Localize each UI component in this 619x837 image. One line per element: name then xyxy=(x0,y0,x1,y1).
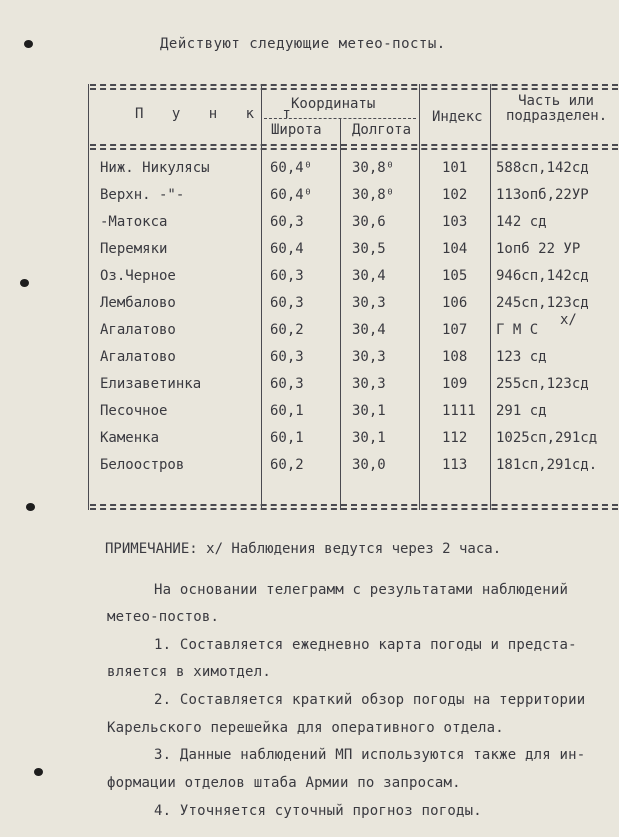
station-name: Перемяки xyxy=(100,241,168,257)
index-value: 102 xyxy=(442,187,468,203)
longitude-value: 30,4 xyxy=(352,322,386,338)
table-row xyxy=(0,214,619,241)
paragraph-line: метео-постов. xyxy=(107,609,220,625)
page-title: Действуют следующие метео-посты. xyxy=(160,36,446,52)
longitude-value: 30,3 xyxy=(352,349,386,365)
index-value: 103 xyxy=(442,214,468,230)
header-latitude: Широта xyxy=(271,122,322,138)
unit-value: 142 сд xyxy=(496,214,547,230)
table-row xyxy=(0,295,619,322)
paragraph-line: 3. Данные наблюдений МП используются также для ин- xyxy=(154,747,586,763)
longitude-value: 30,0 xyxy=(352,457,386,473)
paragraph-line: формации отделов штаба Армии по запросам. xyxy=(107,775,461,791)
index-value: 106 xyxy=(442,295,468,311)
header-longitude: Долгота xyxy=(352,122,412,138)
table-row xyxy=(0,160,619,187)
unit-value: 113опб,22УР xyxy=(496,187,589,203)
longitude-value: 30,1 xyxy=(352,403,386,419)
table-row xyxy=(0,349,619,376)
index-value: 1111 xyxy=(442,403,476,419)
table-row xyxy=(0,241,619,268)
latitude-value: 60,1 xyxy=(270,430,304,446)
table-header-rule xyxy=(90,144,618,150)
note: ПРИМЕЧАНИЕ: х/ Наблюдения ведутся через 2 часа. xyxy=(105,541,502,557)
station-name: Оз.Черное xyxy=(100,268,176,284)
unit-value: 291 сд xyxy=(496,403,547,419)
station-name: Песочное xyxy=(100,403,168,419)
station-name: Ниж. Никулясы xyxy=(100,160,210,176)
unit-value: 255сп,123сд xyxy=(496,376,589,392)
latitude-value: 60,3 xyxy=(270,214,304,230)
latitude-value: 60,2 xyxy=(270,457,304,473)
station-name: Белоостров xyxy=(100,457,185,473)
table-row xyxy=(0,268,619,295)
station-name: Каменка xyxy=(100,430,160,446)
table-row xyxy=(0,376,619,403)
index-value: 101 xyxy=(442,160,468,176)
latitude-value: 60,2 xyxy=(270,322,304,338)
latitude-value: 60,3 xyxy=(270,295,304,311)
latitude-value: 60,3 xyxy=(270,268,304,284)
unit-value: 245сп,123сд xyxy=(496,295,589,311)
station-name: Елизаветинка xyxy=(100,376,202,392)
station-name: -Матокса xyxy=(100,214,168,230)
index-value: 105 xyxy=(442,268,468,284)
latitude-value: 60,4 xyxy=(270,241,304,257)
header-punkt: П у н к т xyxy=(135,106,301,122)
station-name: Лембалово xyxy=(100,295,176,311)
index-value: 108 xyxy=(442,349,468,365)
punch-hole xyxy=(26,503,35,511)
table-row xyxy=(0,403,619,430)
station-name: Агалатово xyxy=(100,322,176,338)
header-index: Индекс xyxy=(432,109,483,125)
longitude-value: 30,5 xyxy=(352,241,386,257)
header-coordinates: Координаты xyxy=(291,96,376,112)
longitude-value: 30,8⁰ xyxy=(352,187,395,203)
header-unit: Часть или подразделен. xyxy=(506,93,608,124)
longitude-value: 30,1 xyxy=(352,430,386,446)
index-value: 113 xyxy=(442,457,468,473)
unit-value: 946сп,142сд xyxy=(496,268,589,284)
table-row xyxy=(0,430,619,457)
longitude-value: 30,3 xyxy=(352,295,386,311)
station-name: Верхн. -"- xyxy=(100,187,185,203)
table-bottom-rule xyxy=(90,504,618,510)
paragraph-line: вляется в химотдел. xyxy=(107,664,271,680)
table-top-rule xyxy=(90,84,618,90)
unit-value: 123 сд xyxy=(496,349,547,365)
latitude-value: 60,4⁰ xyxy=(270,160,313,176)
latitude-value: 60,1 xyxy=(270,403,304,419)
unit-value: 181сп,291сд. xyxy=(496,457,598,473)
index-value: 107 xyxy=(442,322,468,338)
punch-hole xyxy=(24,40,33,48)
unit-value: 1025сп,291сд xyxy=(496,430,598,446)
unit-value: 1опб 22 УР xyxy=(496,241,581,257)
paragraph-line: На основании телеграмм с результатами наблюдений xyxy=(154,582,569,598)
longitude-value: 30,6 xyxy=(352,214,386,230)
footnote-mark: х/ xyxy=(560,312,577,328)
longitude-value: 30,3 xyxy=(352,376,386,392)
index-value: 104 xyxy=(442,241,468,257)
longitude-value: 30,8⁰ xyxy=(352,160,395,176)
punch-hole xyxy=(34,768,43,776)
table-row xyxy=(0,457,619,484)
station-name: Агалатово xyxy=(100,349,176,365)
paragraph-line: 1. Составляется ежедневно карта погоды и предста- xyxy=(154,637,577,653)
longitude-value: 30,4 xyxy=(352,268,386,284)
table-row xyxy=(0,187,619,214)
table-row xyxy=(0,322,619,349)
index-value: 112 xyxy=(442,430,468,446)
unit-value: 588сп,142сд xyxy=(496,160,589,176)
paragraph-line: Карельского перешейка для оперативного отдела. xyxy=(107,720,504,736)
unit-value: Г М С xyxy=(496,322,539,338)
latitude-value: 60,3 xyxy=(270,349,304,365)
index-value: 109 xyxy=(442,376,468,392)
latitude-value: 60,3 xyxy=(270,376,304,392)
paragraph-line: 4. Уточняется суточный прогноз погоды. xyxy=(154,803,482,819)
latitude-value: 60,4⁰ xyxy=(270,187,313,203)
paragraph-line: 2. Составляется краткий обзор погоды на территории xyxy=(154,692,586,708)
